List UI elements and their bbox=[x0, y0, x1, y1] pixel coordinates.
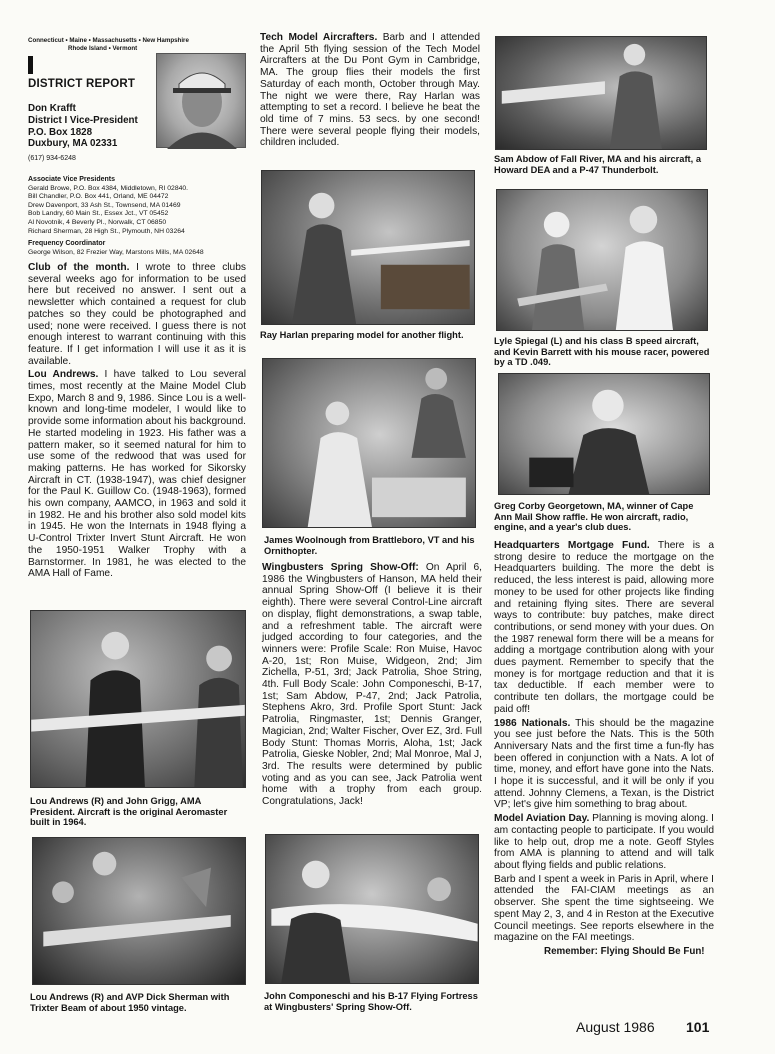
photo-greg-corby bbox=[498, 373, 710, 495]
vp-address-block bbox=[28, 103, 153, 165]
aviation-day-paragraph: Model Aviation Day. Planning is moving along. I am contacting people to participate. If you would like to help out, drop me a note. Geoff Styles from AMA is planning to attend and will talk about flying fields and public relations. bbox=[494, 813, 714, 871]
associates-heading: Associate Vice Presidents bbox=[28, 176, 116, 183]
caption-ray-harlan: Ray Harlan preparing model for another flight. bbox=[260, 330, 464, 340]
tech-model-paragraph: Tech Model Aircrafters. Barb and I attended the April 5th flying session of the Tech Model Aircrafters at the Du Pont Gym in Cambridge, MA. The group flies their models the first Saturday of each month, October through May. The night we were there, Ray Harlan was attempting to set a record. I believe he beat the old time of 7 mins. 53 secs. by one second! There were several people flying their models, children included. bbox=[260, 32, 481, 149]
associate-item: Richard Sherman, 28 High St., Plymouth, NH 03264 bbox=[28, 227, 185, 235]
caption-sam-abdow: Sam Abdow of Fall River, MA and his aircraft, a Howard DEA and a P-47 Thunderbolt. bbox=[494, 154, 701, 175]
page-number: 101 bbox=[686, 1019, 710, 1035]
vp-city: Duxbury, MA 02331 bbox=[28, 138, 118, 150]
photo-lou-andrews-grigg bbox=[30, 610, 246, 788]
associate-item: Al Novotnik, 4 Beverly Pl., Norwalk, CT 06850 bbox=[28, 218, 167, 226]
photo-figures bbox=[266, 835, 478, 983]
caption-spiegal-barrett: Lyle Spiegal (L) and his class B speed aircraft, and Kevin Barrett with his mouse racer, powered by a TD .049. bbox=[494, 336, 710, 368]
caption-james-woolnough: James Woolnough from Brattleboro, VT and his Ornithopter. bbox=[264, 535, 475, 556]
wingbusters-paragraph: Wingbusters Spring Show-Off: On April 6, 1986 the Wingbusters of Hanson, MA held their annual Spring Show-Off (I believe it is their eighth). There were several Control-Line aircraft on display, flight demonstrations, a swap table, and a refreshment table. The aircraft were judged according to four categories, and the winners were: Profile Scale: Ron Muise, Havoc A-20, 1st; Ron Muise, Widgeon, 2nd; Jim Zichella, P-51, 3rd; Jack Patrolia, Shoe String, 4th. Full Body Scale: John Componeschi, B-17, 1st; Sam Abdow, P-47, 2nd; Jack Patrolia, Stephens Akro, 3rd. Profile Sport Stunt: Jack Patrolia, Ringmaster, 1st; Dennis Granger, Magician, 2nd; Walter Fischer, Over EZ, 3rd. Full Body Stunt: Thomas Morris, Aloha, 1st; Jack Patrolia, Gieske Nobler, 2nd; Mal Monroe, Mal J, 3rd. The results were determined by public voting and as you can see, Jack Patrolia went home with a trophy from each group. Congratulations, Jack! bbox=[262, 562, 482, 808]
associate-item: Bill Chandler, P.O. Box 441, Orland, ME 04472 bbox=[28, 193, 169, 201]
caption-componeschi-b17: John Componeschi and his B-17 Flying Fortress at Wingbusters' Spring Show-Off. bbox=[264, 991, 478, 1012]
caption-greg-corby: Greg Corby Georgetown, MA, winner of Cape Ann Mail Show raffle. He won aircraft, radio, engine, and a year's club dues. bbox=[494, 501, 694, 533]
associate-item: Drew Davenport, 33 Ash St., Townsend, MA 01469 bbox=[28, 201, 181, 209]
photo-spiegal-barrett bbox=[496, 189, 708, 331]
vp-portrait-photo bbox=[156, 53, 246, 148]
vp-phone: (617) 934-6248 bbox=[28, 155, 76, 163]
photo-figures bbox=[31, 611, 245, 787]
photo-figures bbox=[496, 37, 706, 149]
vp-box: P.O. Box 1828 bbox=[28, 126, 93, 138]
closing-slogan: Remember: Flying Should Be Fun! bbox=[544, 945, 705, 957]
photo-lou-andrews-sherman bbox=[32, 837, 246, 985]
states-line-2: Rhode Island • Vermont bbox=[68, 45, 138, 52]
photo-james-woolnough bbox=[262, 358, 476, 528]
lou-andrews-paragraph: Lou Andrews. I have talked to Lou several times, most recently at the Maine Model Club Expo, March 8 and 9, 1986. Since Lou is a well-known and long-time modeler, I would like to provide some information about his background. He started modeling in 1923. His father was a pattern maker, so it seemed natural for him to use some of the redwood that was used for making patterns. He has worked for Sikorsky Aircraft in CT. (1938-1947), was chief designer for the Paul K. Guillow Co. (1948-1963), formed his own company, AAMCO, in 1963 and sold it in 1982. He and his brother also sold model kits in 1945. He won the Internats in 1948 flying a U-Control Trixter Invert Stunt Aircraft. He won the 1950-1951 Walker Trophy with a Barnstormer. In 1981, he was elected to the AMA Hall of Fame. bbox=[28, 369, 246, 580]
photo-figures bbox=[497, 190, 707, 330]
photo-componeschi-b17 bbox=[265, 834, 479, 984]
frequency-coordinator: George Wilson, 82 Frezier Way, Marstons Mills, MA 02648 bbox=[28, 248, 204, 256]
photo-figures bbox=[263, 359, 475, 527]
photo-figures bbox=[33, 838, 245, 984]
district-number-mark bbox=[28, 56, 33, 74]
portrait-figure bbox=[157, 54, 247, 149]
page-title: DISTRICT REPORT bbox=[28, 78, 136, 90]
associate-vp-list bbox=[28, 176, 250, 257]
vp-role: District I Vice-President bbox=[28, 114, 138, 126]
caption-lou-andrews-grigg: Lou Andrews (R) and John Grigg, AMA President. Aircraft is the original Aeromaster built in 1964. bbox=[30, 796, 228, 828]
photo-ray-harlan bbox=[261, 170, 475, 325]
col3-text bbox=[494, 540, 714, 958]
caption-lou-andrews-sherman: Lou Andrews (R) and AVP Dick Sherman with Trixter Beam of about 1950 vintage. bbox=[30, 992, 230, 1013]
photo-figures bbox=[262, 171, 474, 324]
vp-name: Don Krafft bbox=[28, 103, 76, 114]
states-line-1: Connecticut • Maine • Massachusetts • New Hampshire bbox=[28, 37, 189, 44]
photo-sam-abdow bbox=[495, 36, 707, 150]
mortgage-paragraph: Headquarters Mortgage Fund. There is a strong desire to reduce the mortgage on the Headquarters building. The more the debt is reduced, the less interest is paid, allowing more money to be used for other projects like finding and retaining flying sites. There are several ways to contribute: buy patches, make direct contributions, or send money with your dues. On the 1987 renewal form there will be a means for adding a mortgage contribution along with your dues payment. Remember to specify that the money is for mortgage reduction and that it is tax deductible. If each member were to contribute ten dollars, the mortgage could be paid off! bbox=[494, 540, 714, 715]
associate-item: Bob Landry, 60 Main St., Essex Jct., VT 05452 bbox=[28, 210, 169, 218]
associate-item: Gerald Browe, P.O. Box 4384, Middletown, RI 02840. bbox=[28, 184, 189, 192]
district-states bbox=[28, 37, 208, 53]
paris-paragraph: Barb and I spent a week in Paris in April, where I attended the FAI-CIAM meetings as an observer. She spent the time sightseeing. We spent May 2, 3, and 4 in Reston at the Executive Council meetings. See reports elsewhere in the magazine on the FAI meetings. bbox=[494, 873, 714, 944]
issue-date: August 1986 bbox=[576, 1019, 655, 1035]
photo-figures bbox=[499, 374, 709, 494]
club-of-month-paragraph: Club of the month. I wrote to three clubs several weeks ago for information to be used here but received no answer. I sent out a newsletter which contained a request for club patches so they could be photographed and used; none were received. I guess there is not enough interest to warrant continuing with this feature. If I get information I will use it as it is available. bbox=[28, 262, 246, 367]
frequency-heading: Frequency Coordinator bbox=[28, 240, 106, 248]
nationals-paragraph: 1986 Nationals. This should be the magazine you see just before the Nats. This is the 50th Anniversary Nats and the first time a fun-fly has been offered in conjunction with a Nats. A lot of time, money, and effort have gone into the Nats. I hope it is successful, and it will be only if you attend. Johnny Clemens, a Texan, is the District VP; let's give him something to brag about. bbox=[494, 717, 714, 811]
col1-text bbox=[28, 262, 246, 582]
